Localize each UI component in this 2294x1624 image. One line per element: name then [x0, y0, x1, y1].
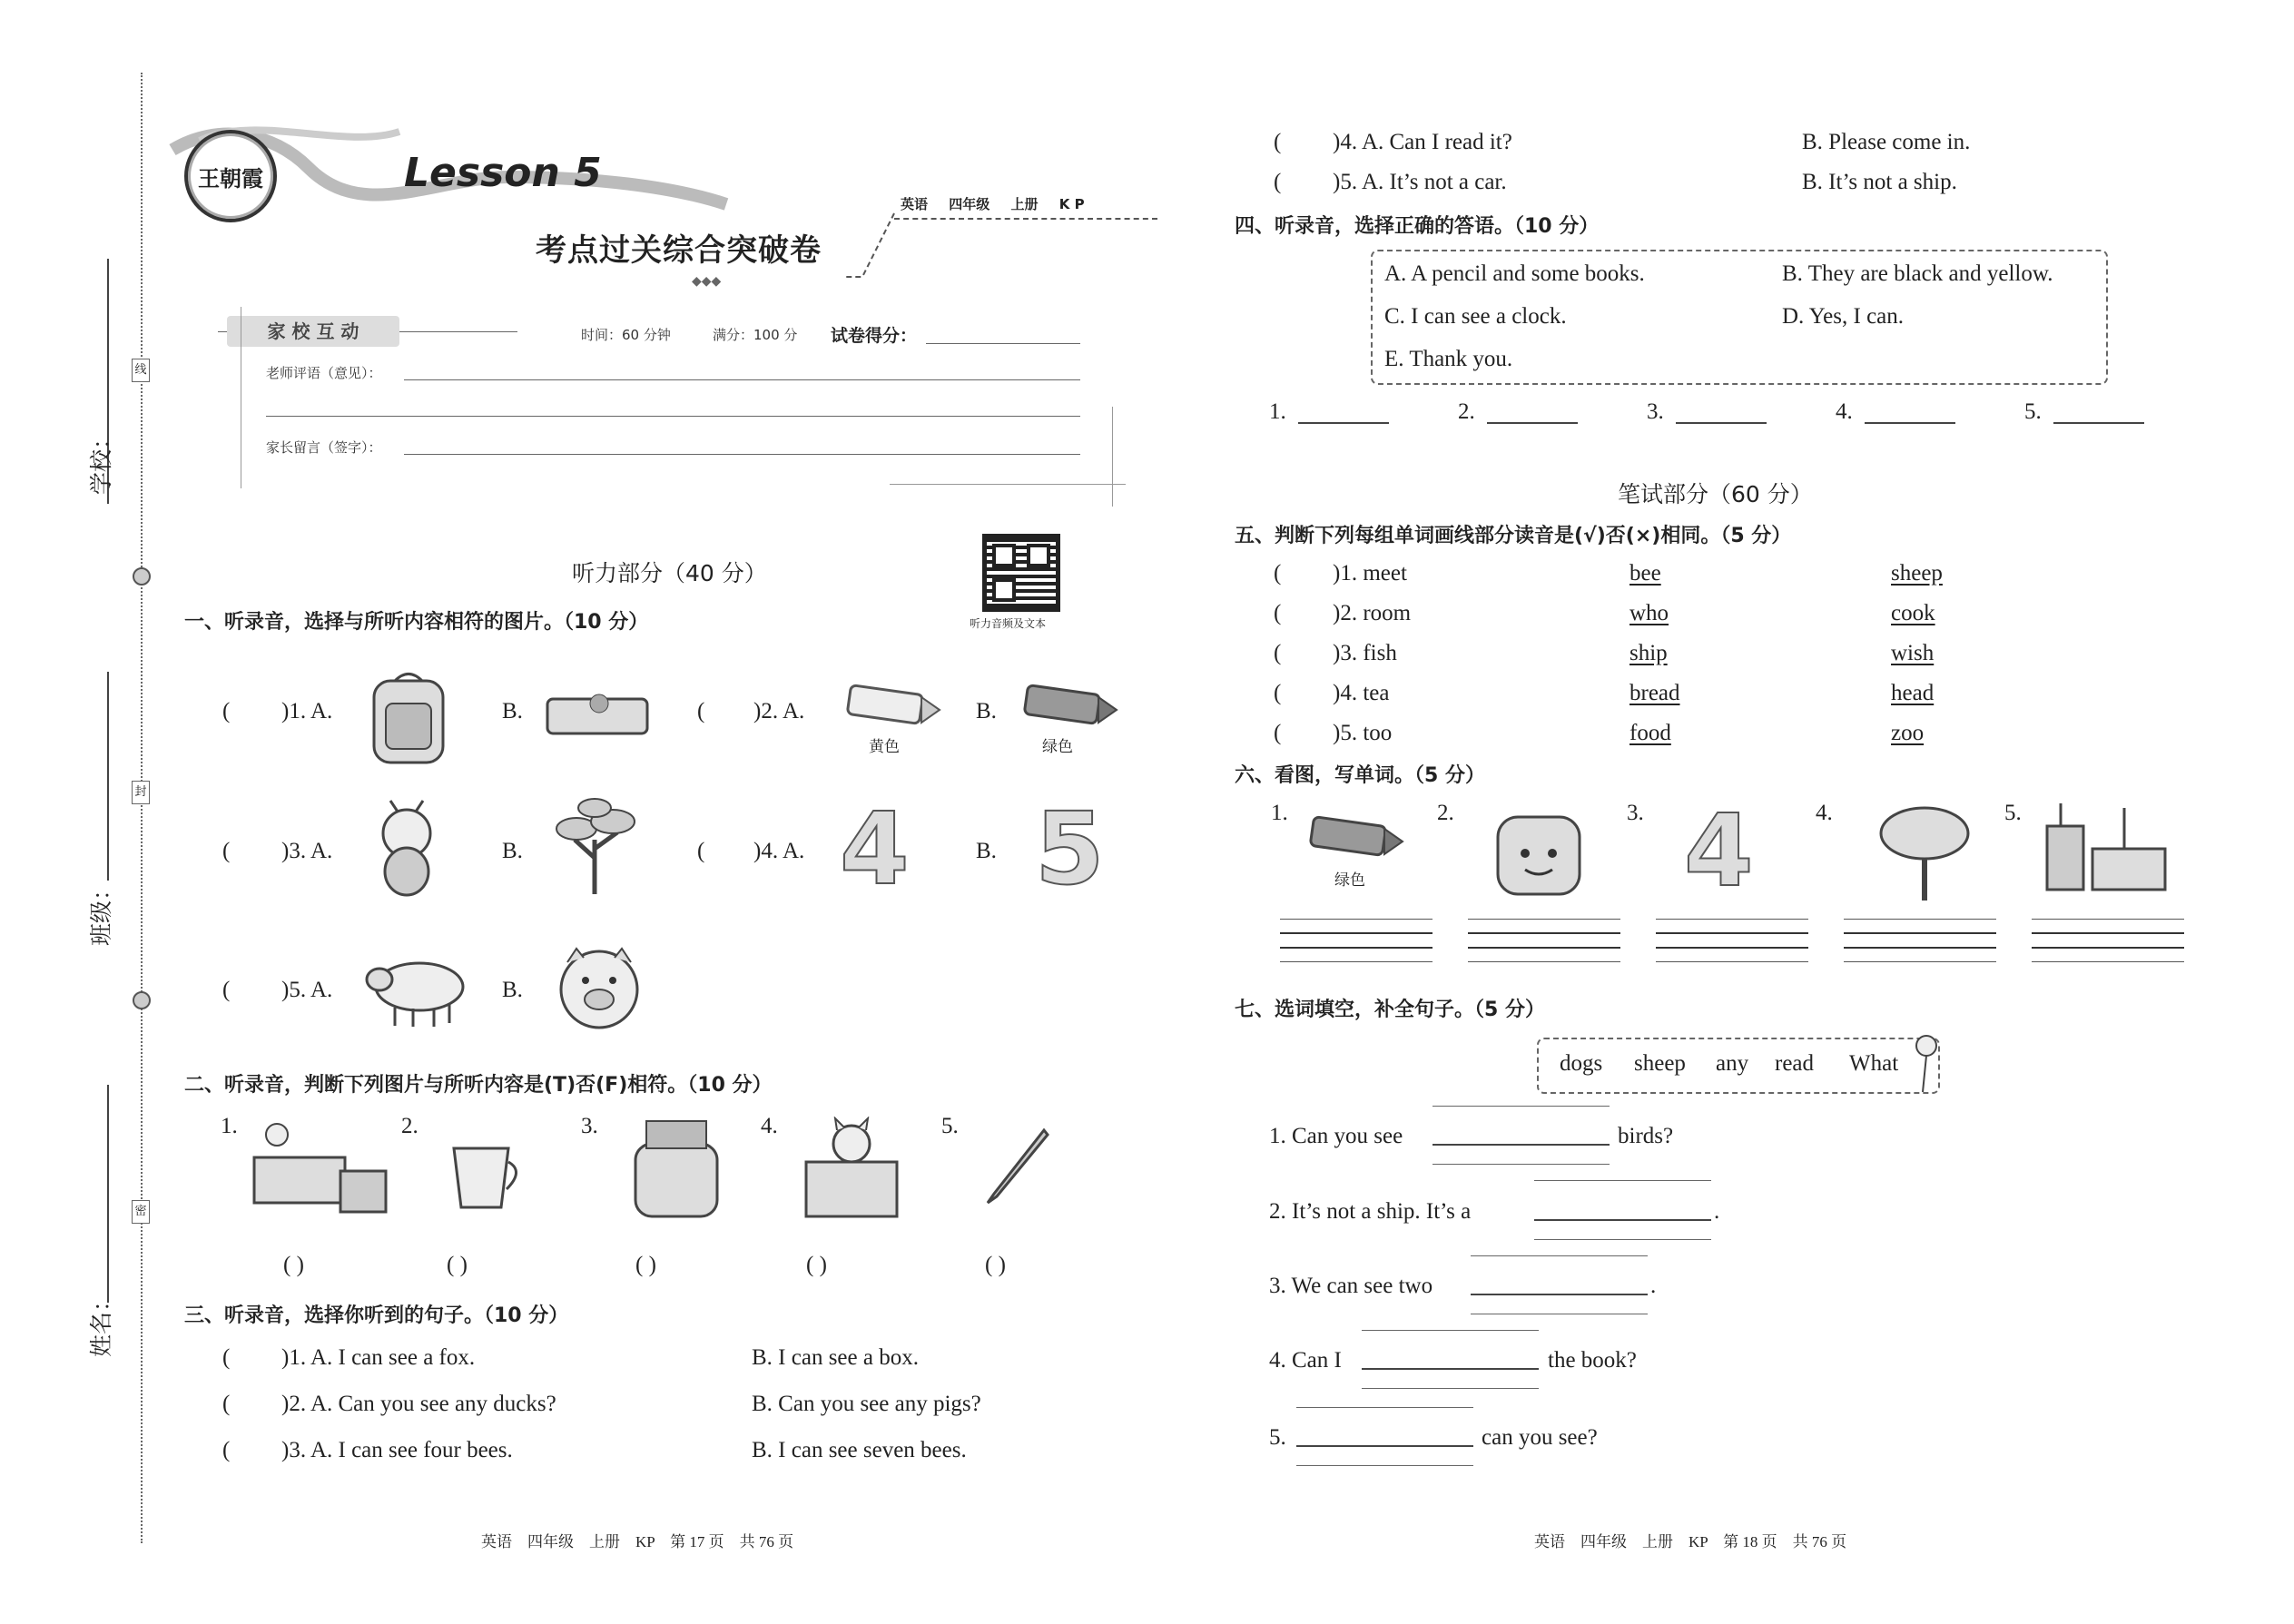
- section-1-title: 一、听录音，选择与所听内容相符的图片。（10 分）: [184, 611, 649, 634]
- written-heading: 笔试部分（60 分）: [1618, 481, 1813, 507]
- s5-q4-word3: head: [1891, 681, 1935, 705]
- s1-q2-a: )2. A.: [753, 699, 805, 723]
- section-3-title: 三、听录音，选择你听到的句子。（10 分）: [184, 1304, 569, 1327]
- name-label: 姓名：: [88, 1288, 114, 1357]
- s5-q3-word2: ship: [1629, 641, 1668, 665]
- s5-q2-word2: who: [1629, 601, 1669, 625]
- s7-q5-end: can you see?: [1482, 1425, 1598, 1450]
- s3-q5-b: B. It’s not a ship.: [1802, 170, 1957, 194]
- s1-q5-a: )5. A.: [281, 978, 333, 1002]
- s7-q2-start: 2. It’s not a ship. It’s a: [1269, 1199, 1472, 1224]
- cat-box-image: [799, 1117, 903, 1221]
- score-line: [926, 343, 1080, 344]
- section-6-title: 六、看图，写单词。（5 分）: [1235, 764, 1485, 787]
- s7-q5-line-top: [1296, 1407, 1473, 1408]
- classroom-picture: [2043, 799, 2170, 899]
- lesson-title: Lesson 5: [404, 150, 602, 196]
- s3-q2-b: B. Can you see any pigs?: [752, 1392, 981, 1416]
- desk-image: [250, 1121, 395, 1221]
- class-label: 班级：: [88, 877, 114, 946]
- s1-q2-paren: (: [697, 699, 705, 723]
- s5-q4-paren: (: [1274, 681, 1282, 705]
- section-5-title: 五、判断下列每组单词画线部分读音是(√)否(×)相同。（5 分）: [1235, 525, 1792, 547]
- header-bracket: [844, 204, 899, 286]
- s5-q1-word2: bee: [1629, 561, 1661, 586]
- qr-code[interactable]: [982, 534, 1060, 612]
- s4-num-5: 5.: [2024, 399, 2042, 424]
- s6-write-lines-3[interactable]: [1656, 919, 1808, 962]
- s1-q4-b: B.: [976, 839, 997, 863]
- number-four-image: 4: [840, 791, 910, 907]
- pen-image: [980, 1126, 1053, 1207]
- s3-q3-a: )3. A. I can see four bees.: [281, 1438, 513, 1462]
- full-marks-info: 满分：100 分: [713, 327, 798, 343]
- option-d: D. Yes, I can.: [1782, 304, 1905, 329]
- s2-answer-3[interactable]: ( ): [635, 1253, 656, 1277]
- s1-q1-b: B.: [502, 699, 523, 723]
- s3-q2-a: )2. A. Can you see any ducks?: [281, 1392, 556, 1416]
- backpack-image: [363, 667, 454, 767]
- parent-comment-label: 家长留言（签字）：: [266, 439, 382, 456]
- s3-q3-paren: (: [222, 1438, 231, 1462]
- s2-answer-4[interactable]: ( ): [806, 1253, 827, 1277]
- s4-answer-line-1[interactable]: [1298, 422, 1389, 424]
- s4-answer-line-3[interactable]: [1676, 422, 1767, 424]
- number-four-picture: 4: [1684, 792, 1754, 909]
- s5-q2-word1: )2. room: [1333, 601, 1412, 625]
- s5-q3-word1: )3. fish: [1333, 641, 1397, 665]
- meta-tags: [901, 194, 1085, 213]
- s7-q1-blank[interactable]: [1433, 1144, 1610, 1146]
- teacher-comment-label: 老师评语（意见）：: [266, 365, 382, 381]
- s5-q5-word3: zoo: [1891, 721, 1925, 745]
- tree-picture: [1875, 799, 1974, 903]
- parent-comment-line: [404, 454, 1080, 455]
- meta-divider: [894, 218, 1157, 220]
- s7-q3-start: 3. We can see two: [1269, 1274, 1433, 1298]
- s6-write-lines-1[interactable]: [1280, 919, 1433, 962]
- s7-q2-line-bottom: [1534, 1239, 1711, 1240]
- pencil-case-image: [543, 685, 652, 740]
- word-bank-dogs: dogs: [1560, 1051, 1603, 1076]
- meta-tag-subject: 英语: [901, 196, 929, 212]
- home-school-badge: 家 校 互 动: [227, 316, 399, 347]
- s3-q1-b: B. I can see a box.: [752, 1345, 919, 1370]
- s5-q2-word3: cook: [1891, 601, 1935, 625]
- binding-line-3: [107, 1085, 109, 1303]
- s1-q4-paren: (: [697, 839, 705, 863]
- s5-q5-word2: food: [1629, 721, 1671, 745]
- meta-tag-edition: K P: [1058, 196, 1085, 212]
- s3-q2-paren: (: [222, 1392, 231, 1416]
- binding-tag-2: 封: [132, 781, 150, 804]
- s1-q1-a: )1. A.: [281, 699, 333, 723]
- s4-num-4: 4.: [1836, 399, 1853, 424]
- meta-tag-grade: 四年级: [949, 196, 990, 212]
- s4-answer-line-2[interactable]: [1487, 422, 1578, 424]
- green-crayon-image: [1021, 681, 1121, 731]
- number-five-image: 5: [1035, 791, 1105, 907]
- option-a: A. A pencil and some books.: [1384, 261, 1645, 286]
- s7-q4-line-bottom: [1362, 1388, 1539, 1389]
- listening-heading: 听力部分（40 分）: [572, 560, 767, 586]
- s7-q1-end: birds?: [1618, 1124, 1674, 1148]
- logo-text: 王朝霞: [198, 165, 263, 192]
- binding-hole-1: [133, 567, 151, 586]
- s7-q3-end: .: [1650, 1274, 1657, 1298]
- s4-num-1: 1.: [1269, 399, 1286, 424]
- s7-q1-line-bottom: [1433, 1164, 1610, 1165]
- s6-write-lines-5[interactable]: [2032, 919, 2184, 962]
- s3-q3-b: B. I can see seven bees.: [752, 1438, 967, 1462]
- binding-dotted-line: [141, 73, 143, 1543]
- s1-q3-a: )3. A.: [281, 839, 333, 863]
- green-caption: 绿色: [1042, 738, 1073, 756]
- s7-q4-blank[interactable]: [1362, 1368, 1539, 1370]
- s2-num-2: 2.: [401, 1114, 418, 1138]
- yellow-crayon-image: [844, 681, 944, 731]
- s5-q3-paren: (: [1274, 641, 1282, 665]
- s4-num-2: 2.: [1458, 399, 1475, 424]
- s7-q4-end: the book?: [1548, 1348, 1637, 1373]
- comment-line-2: [266, 416, 1080, 417]
- teacher-comment-line: [404, 379, 1080, 380]
- publisher-logo: [184, 130, 277, 222]
- bee-image: [370, 799, 443, 899]
- binding-hole-2: [133, 991, 151, 1009]
- s7-q4-line-top: [1362, 1330, 1539, 1331]
- s5-q3-word3: wish: [1891, 641, 1935, 665]
- s3-q4-a: )4. A. Can I read it?: [1333, 130, 1512, 154]
- s2-num-5: 5.: [941, 1114, 959, 1138]
- word-bank-sheep: sheep: [1634, 1051, 1686, 1076]
- option-b: B. They are black and yellow.: [1782, 261, 2053, 286]
- pig-image: [549, 940, 649, 1039]
- s6-num-3: 3.: [1627, 801, 1644, 825]
- schoolbag-image: [626, 1117, 726, 1221]
- tree-image: [549, 794, 640, 899]
- s3-q1-a: )1. A. I can see a fox.: [281, 1345, 476, 1370]
- s7-q2-end: .: [1714, 1199, 1720, 1224]
- s1-q3-paren: (: [222, 839, 231, 863]
- s7-q2-line-top: [1534, 1180, 1711, 1181]
- binding-line-2: [107, 672, 109, 881]
- s1-q3-b: B.: [502, 839, 523, 863]
- s2-answer-1[interactable]: ( ): [283, 1253, 304, 1277]
- exam-title: 考点过关综合突破卷: [536, 232, 822, 269]
- s1-q4-a: )4. A.: [753, 839, 805, 863]
- s1-q1-paren: (: [222, 699, 231, 723]
- word-bank-any: any: [1716, 1051, 1749, 1076]
- right-footer: 英语 四年级 上册 KP 第 18 页 共 76 页: [1534, 1533, 1847, 1550]
- binding-tag-3: 密: [132, 1200, 150, 1224]
- s5-q4-word1: )4. tea: [1333, 681, 1390, 705]
- s3-q4-b: B. Please come in.: [1802, 130, 1971, 154]
- s5-q2-paren: (: [1274, 601, 1282, 625]
- s6-write-lines-4[interactable]: [1844, 919, 1996, 962]
- score-label: 试卷得分：: [831, 326, 918, 346]
- school-label: 学校：: [88, 426, 114, 495]
- bag-picture: [1489, 799, 1589, 899]
- s6-write-lines-2[interactable]: [1468, 919, 1620, 962]
- s6-num-2: 2.: [1437, 801, 1454, 825]
- header-dots: ◆◆◆: [692, 274, 722, 289]
- section-4-title: 四、听录音，选择正确的答语。（10 分）: [1235, 215, 1600, 238]
- word-bank-read: read: [1775, 1051, 1815, 1076]
- s4-num-3: 3.: [1647, 399, 1664, 424]
- cup-image: [445, 1139, 527, 1216]
- yellow-caption: 黄色: [869, 738, 900, 756]
- s7-q5-line-bottom: [1296, 1465, 1473, 1466]
- s2-answer-5[interactable]: ( ): [985, 1253, 1006, 1277]
- s6-num-5: 5.: [2004, 801, 2022, 825]
- s2-num-4: 4.: [761, 1114, 778, 1138]
- s7-q3-blank[interactable]: [1471, 1294, 1648, 1295]
- time-info: 时间：60 分钟: [581, 327, 671, 343]
- green-crayon-picture: [1307, 812, 1407, 862]
- s4-answer-line-5[interactable]: [2053, 422, 2144, 424]
- s1-q5-b: B.: [502, 978, 523, 1002]
- s7-q5-blank[interactable]: [1296, 1445, 1473, 1447]
- section-2-title: 二、听录音，判断下列图片与所听内容是(T)否(F)相符。（10 分）: [184, 1074, 773, 1097]
- s3-q5-a: )5. A. It’s not a car.: [1333, 170, 1507, 194]
- s7-q2-blank[interactable]: [1534, 1219, 1711, 1221]
- s7-q1-line-top: [1433, 1106, 1610, 1107]
- section-7-title: 七、选词填空，补全句子。（5 分）: [1235, 999, 1545, 1021]
- s2-num-1: 1.: [221, 1114, 238, 1138]
- s5-q4-word2: bread: [1629, 681, 1680, 705]
- meta-tag-term: 上册: [1010, 196, 1039, 212]
- s7-q4-start: 4. Can I: [1269, 1348, 1342, 1373]
- s5-q1-word1: )1. meet: [1333, 561, 1407, 586]
- flower-icon: [1906, 1033, 1943, 1097]
- word-bank-what: What: [1849, 1051, 1899, 1076]
- s2-num-3: 3.: [581, 1114, 598, 1138]
- s7-q5-start: 5.: [1269, 1425, 1286, 1450]
- s3-q1-paren: (: [222, 1345, 231, 1370]
- s5-q1-word3: sheep: [1891, 561, 1943, 586]
- s6-num-4: 4.: [1816, 801, 1833, 825]
- sheep-image: [363, 949, 472, 1030]
- s6-num-1: 1.: [1271, 801, 1288, 825]
- s4-answer-line-4[interactable]: [1865, 422, 1955, 424]
- s2-answer-2[interactable]: ( ): [447, 1253, 468, 1277]
- option-c: C. I can see a clock.: [1384, 304, 1567, 329]
- s7-q1-start: 1. Can you see: [1269, 1124, 1403, 1148]
- s1-q2-b: B.: [976, 699, 997, 723]
- qr-caption: 听力音频及文本: [970, 617, 1047, 630]
- s1-q5-paren: (: [222, 978, 231, 1002]
- binding-tag-1: 线: [132, 359, 150, 382]
- option-e: E. Thank you.: [1384, 347, 1513, 371]
- s6-green-caption: 绿色: [1334, 871, 1365, 890]
- s5-q1-paren: (: [1274, 561, 1282, 586]
- left-footer: 英语 四年级 上册 KP 第 17 页 共 76 页: [481, 1533, 794, 1550]
- s5-q5-paren: (: [1274, 721, 1282, 745]
- s5-q5-word1: )5. too: [1333, 721, 1393, 745]
- s3-q4-paren: (: [1274, 130, 1282, 154]
- s3-q5-paren: (: [1274, 170, 1282, 194]
- s7-q3-line-top: [1471, 1255, 1648, 1256]
